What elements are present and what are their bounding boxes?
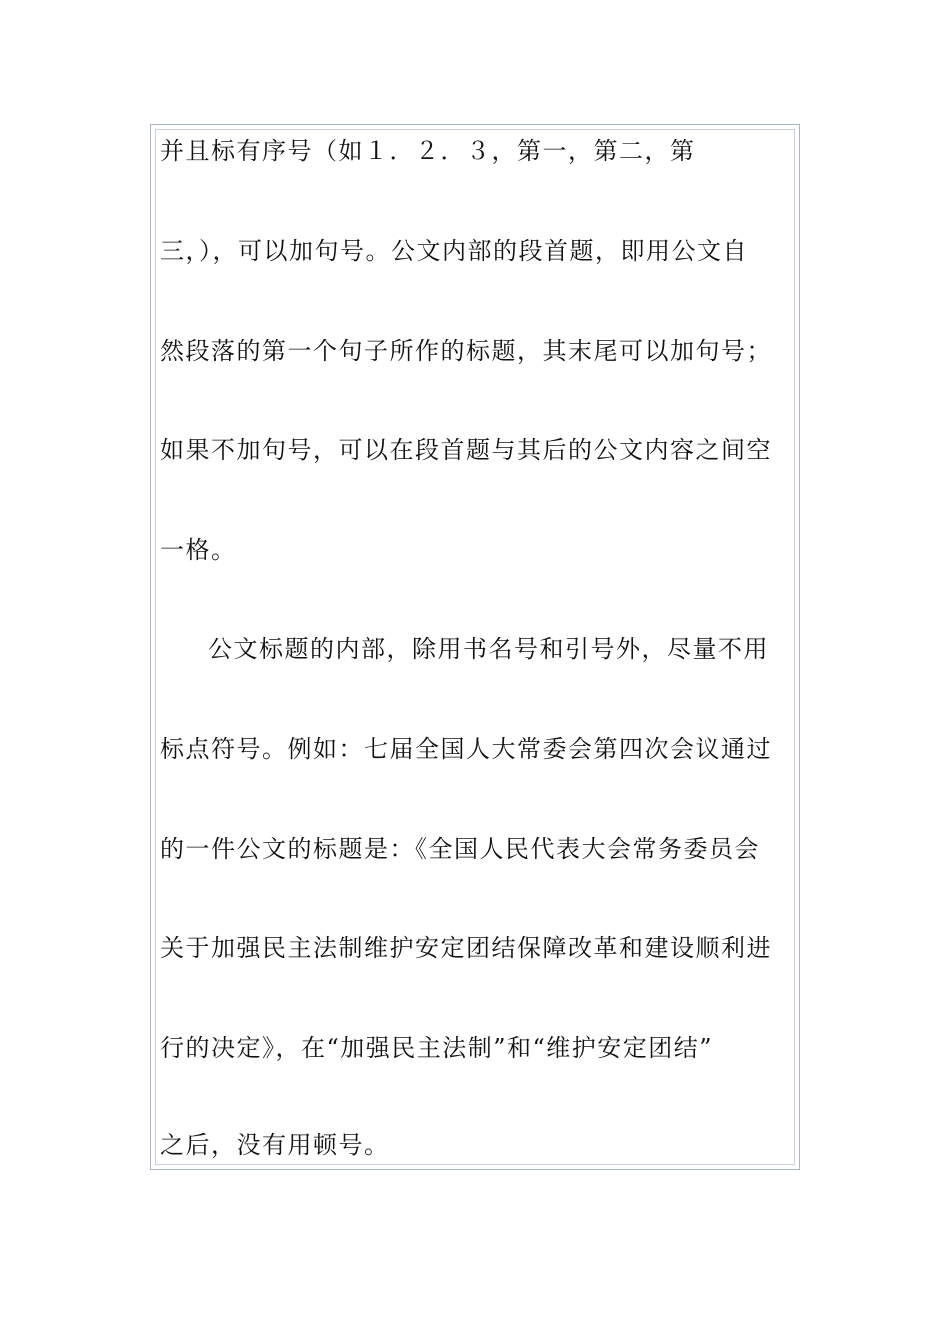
text-line: 行的决定》，在“加强民主法制”和“维护安定团结” — [160, 1034, 714, 1062]
frame-inner-border-top — [155, 129, 795, 130]
text-line: 一格。 — [160, 536, 237, 564]
frame-inner-border-left — [155, 129, 158, 1165]
paragraph-first-line: 公文标题的内部，除用书名号和引号外，尽量不用 — [208, 635, 769, 663]
text-line: 标点符号。例如：七届全国人大常委会第四次会议通过 — [160, 735, 772, 763]
text-line: 如果不加句号，可以在段首题与其后的公文内容之间空 — [160, 436, 772, 464]
frame-inner-border-bottom — [155, 1164, 795, 1165]
text-line: 关于加强民主法制维护安定团结保障改革和建设顺利进 — [160, 934, 772, 962]
text-line: 然段落的第一个句子所作的标题，其末尾可以加句号； — [160, 337, 772, 365]
text-line: 的一件公文的标题是：《全国人民代表大会常务委员会 — [160, 835, 760, 863]
text-line: 并且标有序号（如１．２．３，第一，第二，第 — [160, 137, 696, 165]
text-line: 之后，没有用顿号。 — [160, 1131, 390, 1159]
text-line: 三，），可以加句号。公文内部的段首题，即用公文自 — [160, 237, 748, 265]
